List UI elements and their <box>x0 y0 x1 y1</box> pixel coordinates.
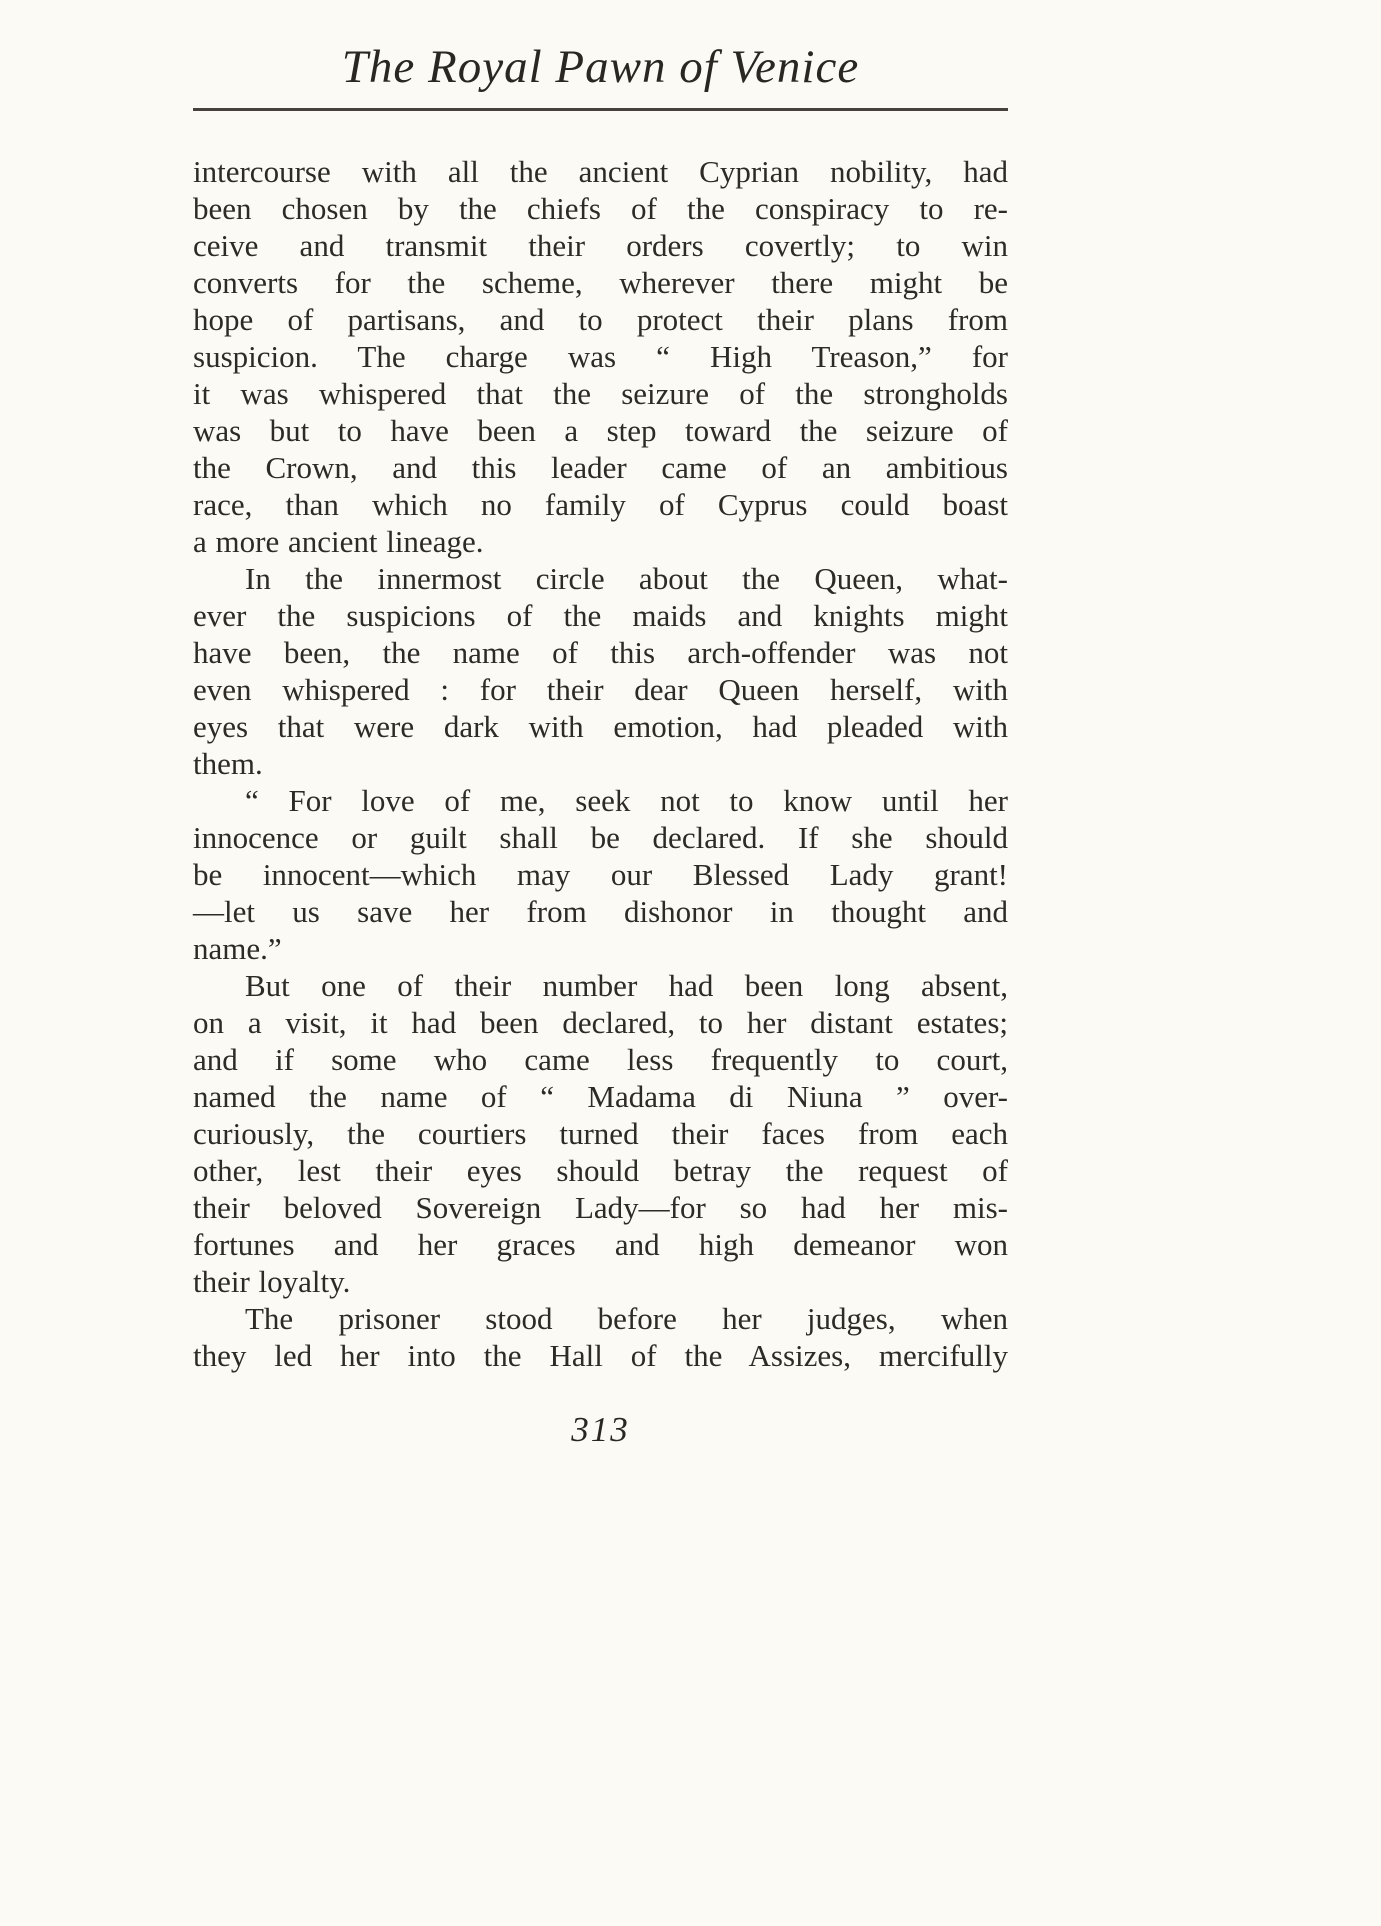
text-line: “ For love of me, seek not to know until her <box>245 783 1008 818</box>
text-line: ceive and transmit their orders covertly; to win <box>193 228 1008 263</box>
text-line: But one of their number had been long absent, <box>245 968 1008 1003</box>
paragraph <box>193 1300 1008 1374</box>
text-line: eyes that were dark with emotion, had pleaded with <box>193 709 1008 744</box>
text-line: was but to have been a step toward the seizure of <box>193 413 1008 448</box>
text-line: and if some who came less frequently to court, <box>193 1042 1008 1077</box>
text-line: their beloved Sovereign Lady—for so had her mis- <box>193 1190 1008 1225</box>
text-line: converts for the scheme, wherever there might be <box>193 265 1008 300</box>
text-line: their loyalty. <box>193 1264 351 1299</box>
paragraph <box>193 560 1008 782</box>
text-line: be innocent—which may our Blessed Lady grant! <box>193 857 1008 892</box>
text-line: they led her into the Hall of the Assizes, mercifully <box>193 1338 1008 1373</box>
text-line: intercourse with all the ancient Cyprian nobility, had <box>193 154 1008 189</box>
text-line: the Crown, and this leader came of an ambitious <box>193 450 1008 485</box>
text-line: named the name of “ Madama di Niuna ” over- <box>193 1079 1008 1114</box>
text-line: race, than which no family of Cyprus could boast <box>193 487 1008 522</box>
text-line: ever the suspicions of the maids and knights might <box>193 598 1008 633</box>
text-line: other, lest their eyes should betray the request of <box>193 1153 1008 1188</box>
paragraph <box>193 782 1008 967</box>
title-rule <box>193 108 1008 111</box>
text-line: innocence or guilt shall be declared. If she should <box>193 820 1008 855</box>
page-number: 313 <box>571 1410 630 1449</box>
text-line: even whispered : for their dear Queen herself, with <box>193 672 1008 707</box>
text-line: curiously, the courtiers turned their faces from each <box>193 1116 1008 1151</box>
text-line: a more ancient lineage. <box>193 524 484 559</box>
text-line: have been, the name of this arch-offender was not <box>193 635 1008 670</box>
text-line: fortunes and her graces and high demeanor won <box>193 1227 1008 1262</box>
text-line: suspicion. The charge was “ High Treason,” for <box>193 339 1008 374</box>
text-line: on a visit, it had been declared, to her distant estates; <box>193 1005 1008 1040</box>
text-line: been chosen by the chiefs of the conspiracy to re- <box>193 191 1008 226</box>
text-line: name.” <box>193 931 282 966</box>
text-line: —let us save her from dishonor in thought and <box>193 894 1008 929</box>
text-line: it was whispered that the seizure of the strongholds <box>193 376 1008 411</box>
paragraph <box>193 153 1008 560</box>
text-line: The prisoner stood before her judges, when <box>245 1301 1008 1336</box>
text-line: them. <box>193 746 263 781</box>
page-title: The Royal Pawn of Venice <box>341 41 860 93</box>
text-line: In the innermost circle about the Queen, what- <box>245 561 1008 596</box>
paragraph <box>193 967 1008 1300</box>
body-text <box>193 153 1008 1374</box>
page-content <box>193 40 1008 1450</box>
text-line: hope of partisans, and to protect their plans from <box>193 302 1008 337</box>
